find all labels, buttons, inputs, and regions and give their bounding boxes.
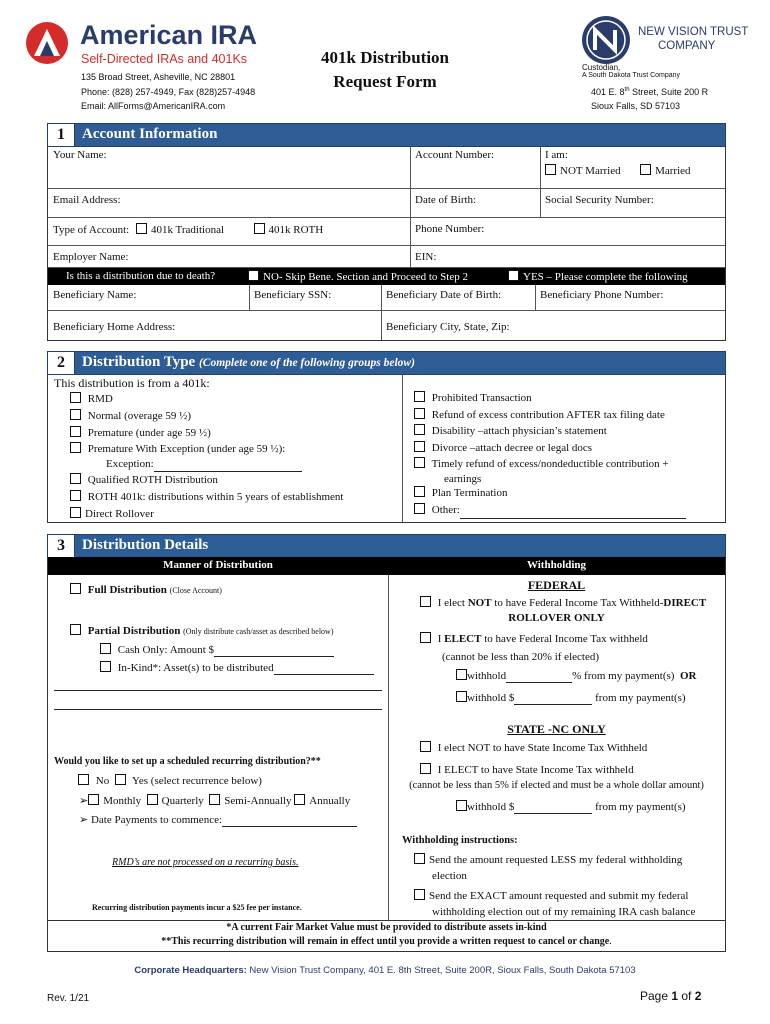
section2-title: Distribution Type xyxy=(82,354,196,370)
your-name-field[interactable]: Your Name: xyxy=(53,149,107,161)
fed-pct-input[interactable] xyxy=(506,670,572,683)
exception-label: Exception: xyxy=(106,458,154,471)
corporate-hq: Corporate Headquarters: New Vision Trust Company, 401 E. 8th Street, Suite 200R, Sioux Falls, South Dakota 57103 xyxy=(134,965,636,976)
company-phone-fax: Phone: (828) 257-4949, Fax (828)257-4948 xyxy=(81,87,256,97)
semi-annually-label: Semi-Annually xyxy=(224,795,292,807)
footnote-2: **This recurring distribution will remain in effect until you provide a written request to cancel or change. xyxy=(161,936,612,947)
monthly-checkbox[interactable] xyxy=(88,794,99,805)
other-label: Other: xyxy=(431,503,460,516)
new-vision-name-2: COMPANY xyxy=(658,40,716,52)
recurrence-options xyxy=(79,794,350,807)
right-options xyxy=(414,390,686,519)
traditional-checkbox[interactable] xyxy=(136,223,147,234)
email-field[interactable]: Email Address: xyxy=(53,194,121,206)
date-payments-label: Date Payments to commence: xyxy=(90,814,223,826)
exception-line xyxy=(70,458,343,472)
state-min-note: (cannot be less than 5% if elected and must be a whole dollar amount) xyxy=(409,780,704,791)
new-vision-name-1: NEW VISION TRUST xyxy=(638,26,749,38)
fed-withhold-pct-row: withhold % from my payment(s) OR xyxy=(456,669,696,683)
instr-less-cont: election xyxy=(432,870,467,882)
full-dist-row xyxy=(70,583,222,596)
section3-grid xyxy=(47,557,726,921)
partial-dist-label: Partial Distribution xyxy=(87,625,181,637)
disability-label: Disability –attach physician’s statement xyxy=(431,425,607,438)
section2-grid xyxy=(47,374,726,523)
i-am-label: I am: xyxy=(545,149,568,161)
account-number-field[interactable]: Account Number: xyxy=(415,149,495,161)
arrow-bullet-icon: ➢ xyxy=(79,795,89,807)
state-not-checkbox[interactable] xyxy=(420,741,431,752)
annually-checkbox[interactable] xyxy=(294,794,305,805)
form-title-line2: Request Form xyxy=(333,72,437,91)
full-dist-checkbox[interactable] xyxy=(70,583,81,594)
death-question-bar xyxy=(48,268,725,285)
roth-checkbox[interactable] xyxy=(254,223,265,234)
cash-only-row xyxy=(100,643,334,657)
revision-label: Rev. 1/21 xyxy=(47,993,90,1004)
state-not-row: I elect NOT to have State Income Tax Withheld xyxy=(420,741,647,754)
cash-only-label: Cash Only: Amount $ xyxy=(117,644,215,656)
bene-address-field[interactable]: Beneficiary Home Address: xyxy=(53,321,176,333)
rmd-label: RMD xyxy=(87,393,113,405)
prohibited-checkbox[interactable] xyxy=(414,391,425,402)
not-married-label: NOT Married xyxy=(560,165,621,177)
account-type-label: Type of Account: xyxy=(53,224,130,236)
qualified-roth-label: Qualified ROTH Distribution xyxy=(87,474,218,487)
death-yes-label: YES – Please complete the following xyxy=(523,271,688,283)
manner-header: Manner of Distribution xyxy=(163,559,273,571)
section2-header xyxy=(47,351,726,375)
prohibited-label: Prohibited Transaction xyxy=(431,392,532,404)
in-kind-row xyxy=(100,661,374,675)
recurring-question: Would you like to set up a scheduled recurring distribution?** xyxy=(54,756,321,767)
fed-rollover-only: ROLLOVER ONLY xyxy=(508,612,605,624)
section1-number: 1 xyxy=(48,124,75,146)
instr-exact-checkbox[interactable] xyxy=(414,889,425,900)
in-kind-line-2[interactable] xyxy=(54,709,382,710)
partial-dist-note: (Only distribute cash/asset as described below) xyxy=(183,627,334,636)
annually-label: Annually xyxy=(309,795,351,807)
direct-rollover-checkbox[interactable] xyxy=(70,507,81,518)
direct-rollover-label: Direct Rollover xyxy=(85,507,154,520)
premature-exception-checkbox[interactable] xyxy=(70,442,81,453)
section3-title: Distribution Details xyxy=(82,537,209,553)
premature-checkbox[interactable] xyxy=(70,426,81,437)
death-no-checkbox[interactable] xyxy=(248,270,259,281)
state-heading: STATE -NC ONLY xyxy=(507,722,606,736)
arrow-bullet-icon: ➢ xyxy=(79,814,89,826)
married-checkbox[interactable] xyxy=(640,164,651,175)
bene-city-field[interactable]: Beneficiary City, State, Zip: xyxy=(386,321,510,333)
full-dist-note: (Close Account) xyxy=(169,586,222,595)
federal-heading: FEDERAL xyxy=(527,578,586,592)
cash-only-checkbox[interactable] xyxy=(100,643,111,654)
date-payments-input[interactable] xyxy=(222,814,357,827)
timely-refund-checkbox[interactable] xyxy=(414,457,425,468)
fed-withhold-pct-checkbox[interactable] xyxy=(456,669,467,680)
custodian-address-2: Sioux Falls, SD 57103 xyxy=(591,101,681,111)
phone-field[interactable]: Phone Number: xyxy=(415,223,485,235)
section2-number: 2 xyxy=(48,352,75,374)
option-direct-rollover xyxy=(70,506,343,523)
roth-5yr-checkbox[interactable] xyxy=(70,490,81,501)
quarterly-label: Quarterly xyxy=(161,795,204,807)
section1-grid xyxy=(47,146,726,341)
partial-dist-checkbox[interactable] xyxy=(70,624,81,635)
option-qualified-roth xyxy=(70,472,343,489)
divorce-label: Divorce –attach decree or legal docs xyxy=(431,441,593,454)
company-email: Email: AllForms@AmericanIRA.com xyxy=(81,101,226,111)
death-question: Is this a distribution due to death? xyxy=(66,270,216,282)
recurring-yes-label: Yes (select recurrence below) xyxy=(132,775,262,787)
death-yes-option xyxy=(508,270,688,283)
fed-min-note: (cannot be less than 20% if elected) xyxy=(442,651,599,663)
in-kind-line-1[interactable] xyxy=(54,690,382,691)
recurring-yes-no xyxy=(78,774,262,787)
semi-annually-checkbox[interactable] xyxy=(209,794,220,805)
divorce-checkbox[interactable] xyxy=(414,441,425,452)
premature-label: Premature (under age 59 ½) xyxy=(87,426,211,439)
section3-subheader xyxy=(48,557,725,575)
rmd-note: RMD’s are not processed on a recurring basis. xyxy=(112,857,299,868)
fed-not-row: I elect NOT to have Federal Income Tax Withheld-DIRECT xyxy=(420,596,706,609)
option-prohibited xyxy=(414,390,686,407)
footnote-1: *A current Fair Market Value must be provided to distribute assets in-kind xyxy=(226,922,547,933)
state-withhold-amt-row: withhold $ from my payment(s) xyxy=(456,800,686,814)
instr-exact-cont: withholding election out of my remaining IRA cash balance xyxy=(432,906,696,918)
recurring-no-label: No xyxy=(95,775,110,787)
option-roth-5yr xyxy=(70,489,343,506)
section3-header xyxy=(47,534,726,558)
death-no-label: NO- Skip Bene. Section and Proceed to Step 2 xyxy=(263,271,468,283)
page-number: Page 1 of 2 xyxy=(640,989,702,1003)
section1-title: Account Information xyxy=(82,126,218,142)
marital-options xyxy=(540,161,696,180)
instr-less-checkbox[interactable] xyxy=(414,853,425,864)
fee-note: Recurring distribution payments incur a $25 fee per instance. xyxy=(92,903,302,912)
refund-excess-label: Refund of excess contribution AFTER tax filing date xyxy=(431,408,665,421)
married-label: Married xyxy=(655,165,691,177)
bene-phone-field[interactable]: Beneficiary Phone Number: xyxy=(540,289,664,301)
fed-elect-checkbox[interactable] xyxy=(420,632,431,643)
section2-intro: This distribution is from a 401k: xyxy=(54,376,210,390)
refund-excess-checkbox[interactable] xyxy=(414,408,425,419)
rmd-checkbox[interactable] xyxy=(70,392,81,403)
roth-label: 401k ROTH xyxy=(268,224,324,236)
custodian-address-1: 401 E. 8th Street, Suite 200 R xyxy=(591,87,709,97)
fed-withhold-amt-checkbox[interactable] xyxy=(456,691,467,702)
in-kind-label: In-Kind*: Asset(s) to be distributed xyxy=(117,662,274,674)
option-rmd xyxy=(70,391,343,408)
state-amt-input[interactable] xyxy=(514,801,592,814)
plan-termination-label: Plan Termination xyxy=(431,486,508,499)
ssn-field[interactable]: Social Security Number: xyxy=(545,194,654,206)
american-ira-logo-icon xyxy=(24,20,70,66)
dob-field[interactable]: Date of Birth: xyxy=(415,194,477,206)
bene-name-field[interactable]: Beneficiary Name: xyxy=(53,289,137,301)
fed-elect-row: I ELECT to have Federal Income Tax withheld xyxy=(420,632,648,645)
withholding-header: Withholding xyxy=(526,559,587,571)
normal-label: Normal (overage 59 ½) xyxy=(87,409,191,422)
option-timely-refund xyxy=(414,456,686,473)
recurring-yes-checkbox[interactable] xyxy=(115,774,126,785)
american-ira-logo xyxy=(24,18,264,68)
date-payments-row xyxy=(79,813,357,827)
option-disability xyxy=(414,423,686,440)
company-address: 135 Broad Street, Asheville, NC 28801 xyxy=(81,72,236,82)
partial-dist-row xyxy=(70,624,334,637)
death-yes-checkbox[interactable] xyxy=(508,270,519,281)
custodian-desc: A South Dakota Trust Company xyxy=(582,72,681,79)
account-type-row xyxy=(48,220,328,239)
fed-withhold-amt-row: withhold $ from my payment(s) xyxy=(456,691,686,705)
option-premature-exception xyxy=(70,441,343,458)
exception-input[interactable] xyxy=(154,458,302,472)
earnings-label: earnings xyxy=(444,472,482,485)
option-premature xyxy=(70,425,343,442)
quarterly-checkbox[interactable] xyxy=(147,794,158,805)
qualified-roth-checkbox[interactable] xyxy=(70,473,81,484)
logo-main-text: American IRA xyxy=(80,20,258,50)
left-options xyxy=(70,391,343,523)
custodian-label: Custodian, xyxy=(582,63,621,72)
withholding-instructions-title: Withholding instructions: xyxy=(402,835,518,846)
other-checkbox[interactable] xyxy=(414,503,425,514)
new-vision-logo-icon xyxy=(580,14,632,66)
other-input[interactable] xyxy=(460,502,686,520)
section2-subtitle: (Complete one of the following groups below) xyxy=(198,357,415,369)
in-kind-checkbox[interactable] xyxy=(100,661,111,672)
disability-checkbox[interactable] xyxy=(414,424,425,435)
premature-exception-label: Premature With Exception (under age 59 ½): xyxy=(87,443,286,456)
in-kind-input[interactable] xyxy=(274,662,374,675)
option-divorce xyxy=(414,440,686,457)
state-elect-row: I ELECT to have State Income Tax withheld xyxy=(420,763,634,776)
footnotes-box xyxy=(47,920,726,952)
timely-refund-label: Timely refund of excess/nondeductible contribution + xyxy=(431,458,669,471)
monthly-label: Monthly xyxy=(103,795,142,807)
cash-amount-input[interactable] xyxy=(214,644,334,657)
plan-termination-checkbox[interactable] xyxy=(414,486,425,497)
full-dist-label: Full Distribution xyxy=(87,584,167,596)
option-plan-termination xyxy=(414,485,686,502)
option-normal xyxy=(70,408,343,425)
state-withhold-amt-checkbox[interactable] xyxy=(456,800,467,811)
roth-5yr-label: ROTH 401k: distributions within 5 years of establishment xyxy=(87,490,344,503)
ein-field[interactable]: EIN: xyxy=(415,251,437,263)
fed-not-checkbox[interactable] xyxy=(420,596,431,607)
instr-less-row: Send the amount requested LESS my federal withholding xyxy=(414,853,682,866)
section3-number: 3 xyxy=(48,535,75,557)
recurring-no-checkbox[interactable] xyxy=(78,774,89,785)
form-title-line1: 401k Distribution xyxy=(321,48,449,67)
traditional-label: 401k Traditional xyxy=(150,224,225,236)
fed-amt-input[interactable] xyxy=(514,692,592,705)
employer-field[interactable]: Employer Name: xyxy=(53,251,129,263)
not-married-checkbox[interactable] xyxy=(545,164,556,175)
option-other xyxy=(414,502,686,520)
bene-ssn-field[interactable]: Beneficiary SSN: xyxy=(254,289,332,301)
bene-dob-field[interactable]: Beneficiary Date of Birth: xyxy=(386,289,502,301)
death-no-option xyxy=(248,270,468,283)
logo-sub-text: Self-Directed IRAs and 401Ks xyxy=(81,52,248,66)
instr-exact-row: Send the EXACT amount requested and submit my federal xyxy=(414,889,688,902)
section1-header xyxy=(47,123,726,147)
state-elect-checkbox[interactable] xyxy=(420,763,431,774)
option-refund-excess xyxy=(414,407,686,424)
normal-checkbox[interactable] xyxy=(70,409,81,420)
